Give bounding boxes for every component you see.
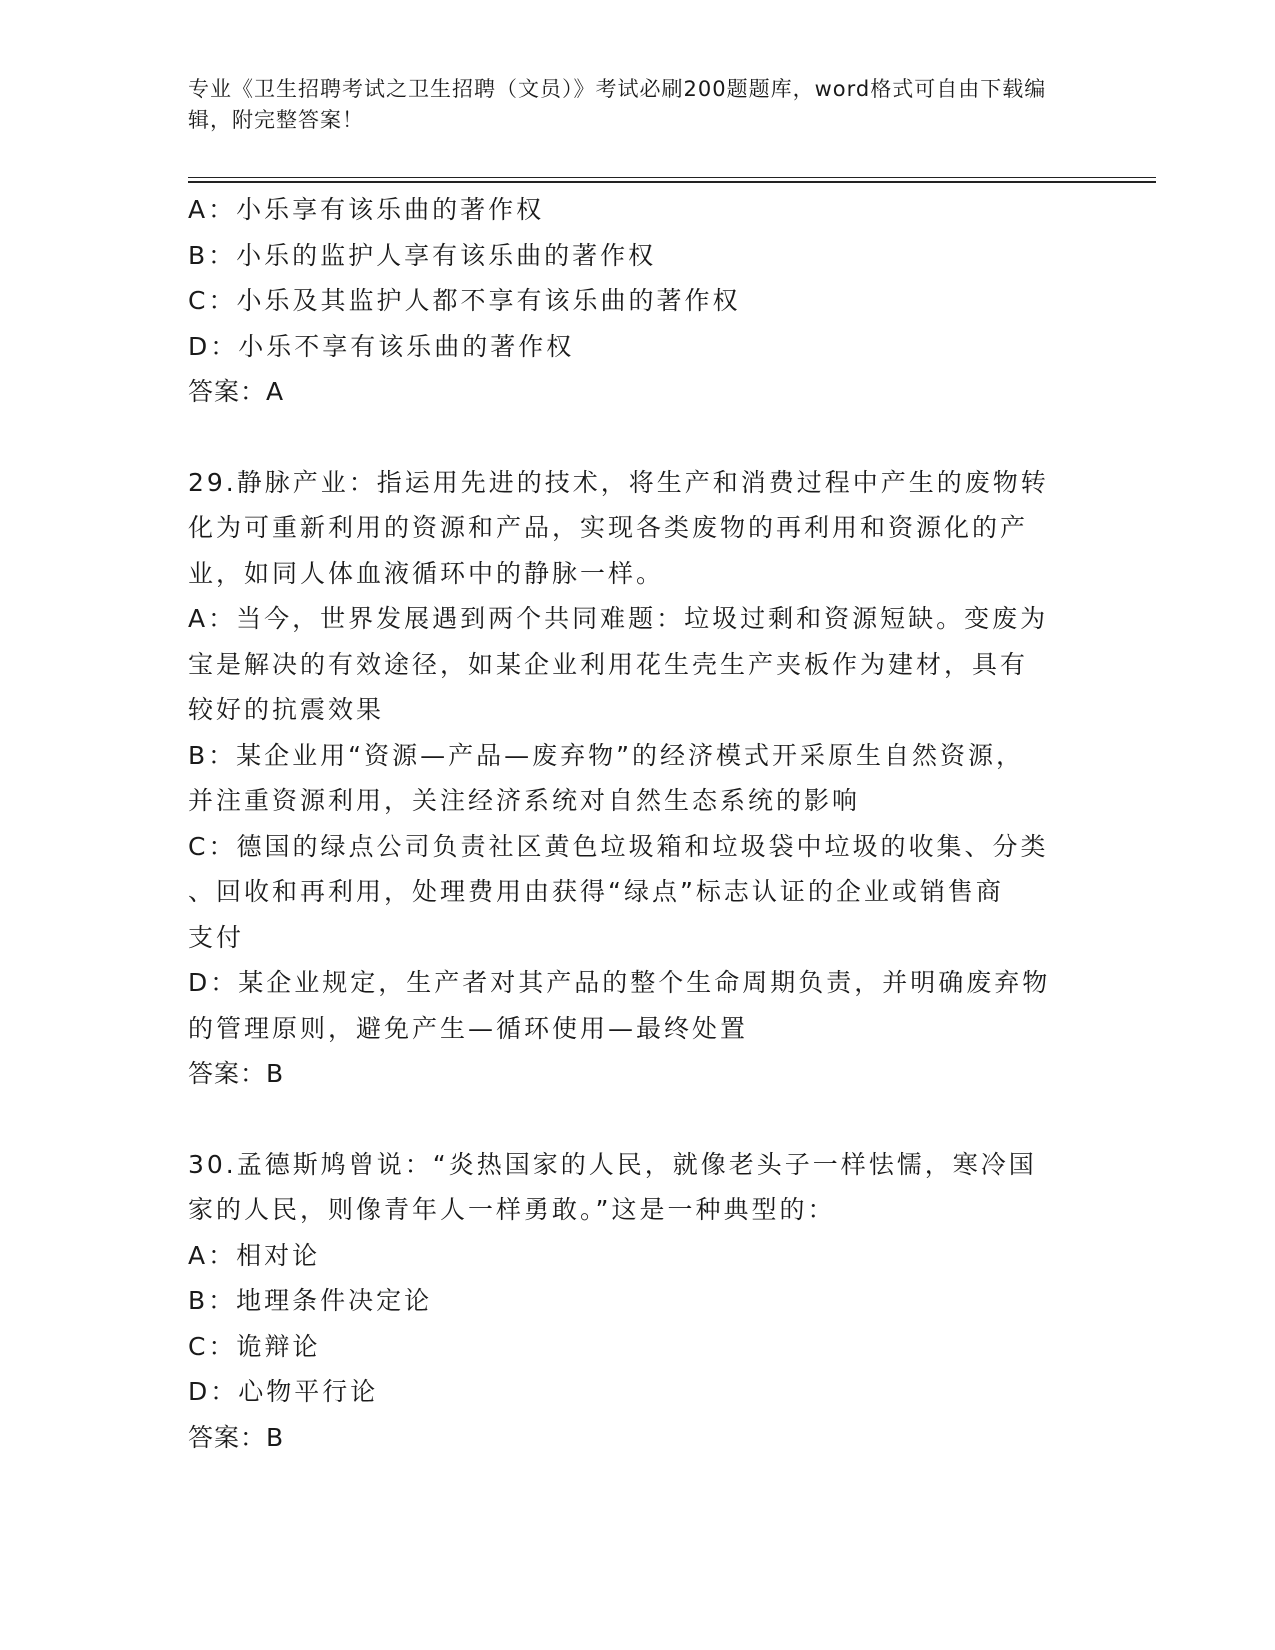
q29-stem-line: 业，如同人体血液循环中的静脉一样。 — [188, 558, 665, 588]
q30-option-b: B：地理条件决定论 — [188, 1286, 433, 1315]
q29-stem-line: 化为可重新利用的资源和产品，实现各类废物的再利用和资源化的产 — [188, 513, 1029, 542]
q29-stem-line: 29.静脉产业：指运用先进的技术，将生产和消费过程中产生的废物转 — [188, 467, 1049, 497]
q29-option-a: 宝是解决的有效途径，如某企业利用花生壳生产夹板作为建材，具有 — [188, 649, 1029, 679]
header-divider — [188, 177, 1156, 183]
q29-option-b: 并注重资源利用，关注经济系统对自然生态系统的影响 — [188, 786, 861, 815]
header-text: 专业《卫生招聘考试之卫生招聘（文员）》考试必刷200题题库，word格式可自由下载编辑，附完整答案！ — [188, 77, 1047, 132]
q28-answer: 答案：A — [188, 377, 285, 406]
spacer — [188, 415, 1078, 460]
q28-option-c: C：小乐及其监护人都不享有该乐曲的著作权 — [188, 286, 741, 315]
question-29 — [188, 460, 1078, 1097]
q28-option-b: B：小乐的监护人享有该乐曲的著作权 — [188, 240, 657, 270]
q30-answer: 答案：B — [188, 1422, 285, 1452]
question-30 — [188, 1142, 1078, 1461]
q29-option-c: 、回收和再利用，处理费用由获得“绿点”标志认证的企业或销售商 — [188, 877, 1004, 906]
q29-answer: 答案：B — [188, 1059, 285, 1088]
spacer — [188, 1097, 1078, 1142]
q30-stem-line: 30.孟德斯鸠曾说：“炎热国家的人民，就像老头子一样怯懦，寒冷国 — [188, 1149, 1037, 1179]
q29-option-c: C：德国的绿点公司负责社区黄色垃圾箱和垃圾袋中垃圾的收集、分类 — [188, 831, 1049, 861]
q30-option-a: A：相对论 — [188, 1240, 321, 1270]
q29-option-a: 较好的抗震效果 — [188, 695, 385, 724]
q28-option-d: D：小乐不享有该乐曲的著作权 — [188, 331, 575, 361]
q29-option-d: D：某企业规定，生产者对其产品的整个生命周期负责，并明确废弃物 — [188, 968, 1051, 997]
q29-option-a: A：当今，世界发展遇到两个共同难题：垃圾过剩和资源短缺。变废为 — [188, 604, 1049, 633]
q30-option-d: D：心物平行论 — [188, 1377, 379, 1406]
q29-option-c: 支付 — [188, 922, 245, 952]
question-content — [188, 187, 1078, 1460]
page-header — [188, 74, 1068, 136]
q30-option-c: C：诡辩论 — [188, 1331, 321, 1361]
q30-stem-line: 家的人民，则像青年人一样勇敢。”这是一种典型的： — [188, 1195, 836, 1224]
question-28 — [188, 187, 1078, 415]
q29-option-b: B：某企业用“资源—产品—废弃物”的经济模式开采原生自然资源， — [188, 740, 1025, 770]
q28-option-a: A：小乐享有该乐曲的著作权 — [188, 195, 545, 224]
q29-option-d: 的管理原则，避免产生—循环使用—最终处置 — [188, 1013, 749, 1043]
